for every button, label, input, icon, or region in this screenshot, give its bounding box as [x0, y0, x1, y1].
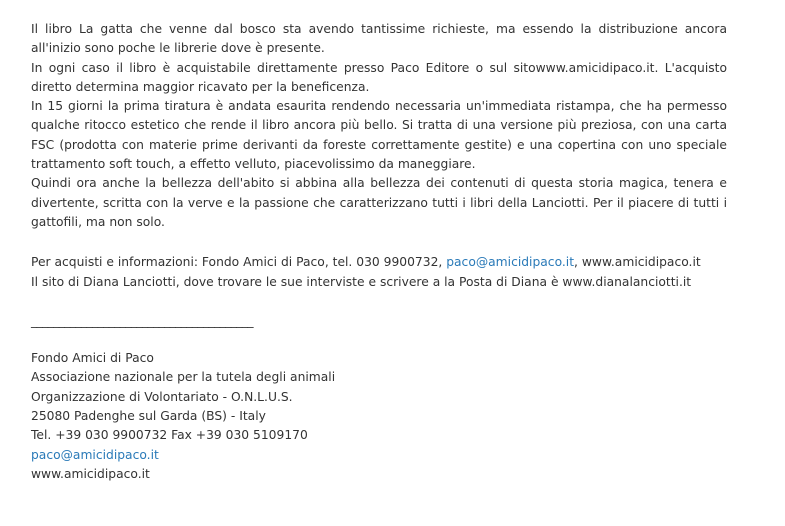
signature-address: 25080 Padenghe sul Garda (BS) - Italy [31, 409, 266, 424]
info-email-link[interactable]: paco@amicidipaco.it [446, 255, 575, 270]
spacer [31, 292, 727, 312]
info-line-author-site: Il sito di Diana Lanciotti, dove trovare le sue interviste e scrivere a la Posta di Diana è www.dianalanciotti.it [31, 274, 692, 289]
info-contacts-text: Per acquisti e informazioni: Fondo Amici di Paco, tel. 030 9900732, [31, 255, 447, 270]
email-body [31, 20, 727, 484]
paragraph-reprint: In 15 giorni la prima tiratura è andata esaurita rendendo necessaria un'immediata ristampa, che ha permesso qualche ritocco estetico che rende il libro ancora più bello. Si tratta di una versione più preziosa, con una carta FSC (prodotta con materie prime derivanti da foreste correttamente gestite) e una copertina con uno speciale trattamento soft touch, a effetto velluto, piacevolissimo da maneggiare. [31, 99, 727, 172]
signature-association: Associazione nazionale per la tutela degli animali [31, 370, 336, 385]
spacer [31, 232, 727, 253]
paragraph-purchase: In ogni caso il libro è acquistabile direttamente presso Paco Editore o sul sitowww.amicidipaco.it. L'acquisto diretto determina maggior ricavato per la beneficenza. [31, 60, 727, 94]
signature-separator: ________________________________________ [31, 313, 253, 328]
signature-website: www.amicidipaco.it [31, 466, 150, 481]
paragraph-conclusion: Quindi ora anche la bellezza dell'abito si abbina alla bellezza dei contenuti di questa storia magica, tenera e divertente, scritta con la verve e la passione che caratterizzano tutti i libri della Lanciotti. Per il piacere di tutti i gattofili, ma non solo. [31, 176, 727, 229]
info-website-text: , www.amicidipaco.it [574, 255, 701, 270]
signature-organization: Organizzazione di Volontariato - O.N.L.U.S. [31, 389, 293, 404]
signature-email-link[interactable]: paco@amicidipaco.it [31, 447, 159, 462]
info-line-contacts [31, 253, 727, 272]
signature-phone: Tel. +39 030 9900732 Fax +39 030 5109170 [31, 428, 308, 443]
signature-name: Fondo Amici di Paco [31, 351, 154, 366]
paragraph-availability: Il libro La gatta che venne dal bosco sta avendo tantissime richieste, ma essendo la distribuzione ancora all'inizio sono poche le librerie dove è presente. [31, 22, 727, 56]
signature-block [31, 349, 727, 484]
spacer [31, 331, 727, 349]
